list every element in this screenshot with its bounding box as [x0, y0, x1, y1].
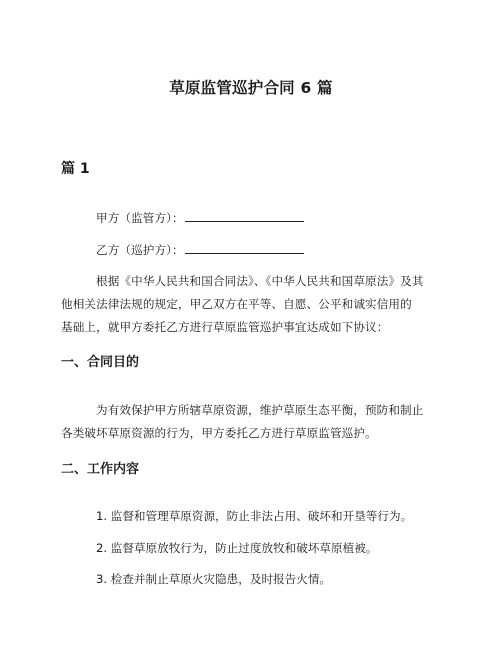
party-a-blank [185, 210, 304, 222]
party-b-line [96, 242, 304, 258]
section-heading-purpose: 一、合同目的 [61, 355, 140, 370]
purpose-line-2: 各类破坏草原资源的行为，甲方委托乙方进行草原监管巡护。 [61, 426, 377, 440]
party-b-blank [185, 242, 304, 254]
party-b-label: 乙方（巡护方）： [96, 243, 184, 257]
list-item: 2. 监督草原放牧行为，防止过度放牧和破坏草原植被。 [96, 541, 378, 555]
party-a-line [96, 210, 304, 226]
document-title: 草原监管巡护合同 6 篇 [169, 79, 333, 97]
intro-line-2: 他相关法律法规的规定，甲乙双方在平等、自愿、公平和诚实信用的 [61, 297, 412, 311]
part-heading: 篇 1 [61, 161, 90, 177]
list-item: 3. 检查并制止草原火灾隐患，及时报告火情。 [96, 572, 332, 586]
intro-line-1: 根据《中华人民共和国合同法》、《中华人民共和国草原法》及其 [96, 274, 424, 288]
list-item: 1. 监督和管理草原资源，防止非法占用、破坏和开垦等行为。 [96, 509, 413, 523]
section-heading-work: 二、工作内容 [61, 462, 140, 477]
purpose-line-1: 为有效保护甲方所辖草原资源，维护草原生态平衡，预防和制止 [96, 403, 424, 417]
party-a-label: 甲方（监管方）： [96, 211, 184, 225]
intro-line-3: 基础上，就甲方委托乙方进行草原监管巡护事宜达成如下协议： [61, 320, 389, 334]
